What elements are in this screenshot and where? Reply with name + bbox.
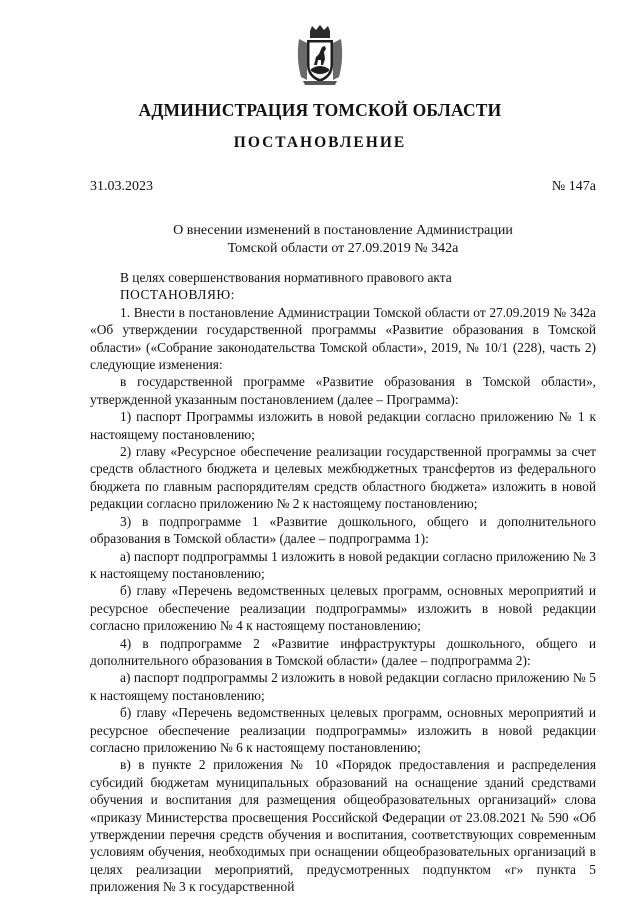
body-paragraph: 1. Внести в постановление Администрации Томской области от 27.09.2019 № 342а «Об утверждении государственной программы «Развитие образования в Томской области» («Собрание законодательства Томской области», 2019, № 10/1 (228), часть 2) следующие изменения:	[90, 304, 596, 373]
body-paragraph: а) паспорт подпрограммы 2 изложить в новой редакции согласно приложению № 5 к настоящему постановлению;	[90, 670, 596, 703]
document-body	[90, 269, 596, 896]
body-paragraph: 4) в подпрограмме 2 «Развитие инфраструктуры дошкольного, общего и дополнительного образования в Томской области» (далее – подпрограмма 2):	[90, 635, 596, 668]
document-type: ПОСТАНОВЛЕНИЕ	[233, 134, 407, 151]
document-subject	[90, 222, 596, 258]
organization-title: АДМИНИСТРАЦИЯ ТОМСКОЙ ОБЛАСТИ	[138, 100, 502, 120]
subject-line: Томской области от 27.09.2019 № 342а	[227, 241, 459, 256]
decree-word: ПОСТАНОВЛЯЮ:	[120, 287, 235, 303]
body-paragraph: б) главу «Перечень ведомственных целевых программ, основных мероприятий и ресурсное обеспечение реализации подпрограммы» изложить в новой редакции согласно приложению № 4 к настоящему постановлению;	[90, 583, 596, 634]
body-paragraph: 1) паспорт Программы изложить в новой редакции согласно приложению № 1 к настоящему постановлению;	[90, 409, 596, 442]
body-paragraph: 3) в подпрограмме 1 «Развитие дошкольного, общего и дополнительного образования в Томской области» (далее – подпрограмма 1):	[90, 513, 596, 547]
body-paragraph: 2) главу «Ресурсное обеспечение реализации государственной программы за счет средств областного бюджета и целевых межбюджетных трансфертов из федерального бюджета по главным распорядителям средств областного бюджета» изложить в новой редакции согласно приложению № 2 к настоящему постановлению;	[90, 444, 596, 512]
body-paragraph: в государственной программе «Развитие образования в Томской области», утвержденной указанным постановлением (далее – Программа):	[90, 374, 596, 407]
document-date: 31.03.2023	[90, 179, 153, 194]
tomsk-coat-of-arms-icon	[295, 25, 345, 87]
body-paragraph: в) в пункте 2 приложения № 10 «Порядок предоставления и распределения субсидий бюджетам муниципальных образований на оснащение зданий средствами обучения и воспитания для размещения общеобразовательных организаций» слова «приказу Министерства просвещения Российской Федерации от 23.08.2021 № 590 «Об утверждении перечня средств обучения и воспитания, соответствующих современным условиям обучения, необходимых при оснащении общеобразовательных организаций в целях реализации мероприятий, предусмотренных подпунктом «г» пункта 5 приложения № 3 к государственной	[90, 757, 596, 895]
body-paragraph: а) паспорт подпрограммы 1 изложить в новой редакции согласно приложению № 3 к настоящему постановлению;	[90, 548, 596, 581]
preamble: В целях совершенствования нормативного правового акта	[120, 270, 452, 285]
document-number: № 147а	[551, 179, 596, 194]
body-paragraph: б) главу «Перечень ведомственных целевых программ, основных мероприятий и ресурсное обеспечение реализации подпрограммы» изложить в новой редакции согласно приложению № 6 к настоящему постановлению;	[90, 705, 596, 755]
subject-line: О внесении изменений в постановление Администрации	[173, 223, 513, 238]
